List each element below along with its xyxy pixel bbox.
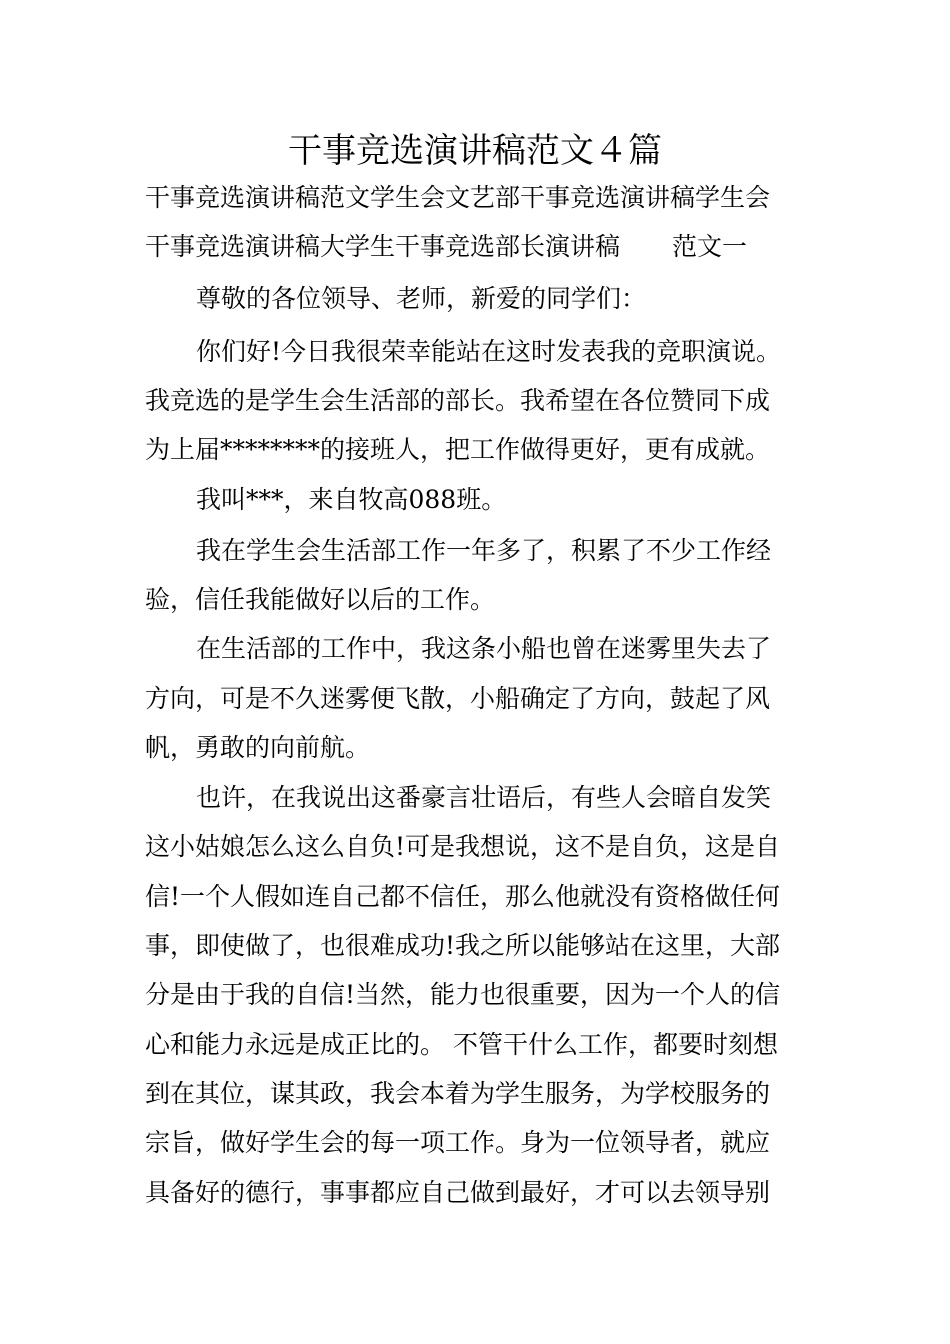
paragraph-line: 为上届********的接班人，把工作做得更好，更有成就。 — [145, 435, 771, 464]
paragraph-line: 验，信任我能做好以后的工作。 — [145, 585, 496, 614]
paragraph-line: 我叫***，来自牧高088班。 — [196, 485, 507, 514]
paragraph-line: 你们好!今日我很荣幸能站在这时发表我的竞职演说。 — [196, 337, 782, 366]
paragraph-line: 方向，可是不久迷雾便飞散，小船确定了方向，鼓起了风 — [145, 684, 771, 713]
paragraph-line: 宗旨，做好学生会的每一项工作。身为一位领导者，就应 — [145, 1128, 771, 1157]
section-label: 范文一 — [672, 232, 748, 261]
paragraph-line: 也许，在我说出这番豪言壮语后，有些人会暗自发笑 — [196, 783, 772, 812]
paragraph-line: 事，即使做了，也很难成功!我之所以能够站在这里，大部 — [145, 931, 781, 960]
paragraph-line: 帆，勇敢的向前航。 — [145, 733, 371, 762]
paragraph-line: 到在其位，谋其政，我会本着为学生服务，为学校服务的 — [145, 1079, 771, 1108]
paragraph-line: 分是由于我的自信!当然，能力也很重要，因为一个人的信 — [145, 980, 781, 1009]
paragraph-line: 我竞选的是学生会生活部的部长。我希望在各位赞同下成 — [145, 386, 771, 415]
salutation: 尊敬的各位领导、老师，新爱的同学们： — [196, 284, 647, 313]
text-line-group — [145, 229, 815, 265]
paragraph-line: 我在学生会生活部工作一年多了，积累了不少工作经 — [196, 536, 772, 565]
text-line: 干事竞选演讲稿大学生干事竞选部长演讲稿 — [145, 232, 621, 261]
document-title: 干事竞选演讲稿范文４篇 — [288, 131, 662, 171]
text-line: 干事竞选演讲稿范文学生会文艺部干事竞选演讲稿学生会 — [145, 183, 771, 212]
paragraph-line: 具备好的德行，事事都应自己做到最好，才可以去领导别 — [145, 1178, 771, 1207]
paragraph-line: 这小姑娘怎么这么自负!可是我想说，这不是自负，这是自 — [145, 832, 781, 861]
paragraph-line: 心和能力永远是成正比的。 不管干什么工作，都要时刻想 — [145, 1030, 778, 1059]
paragraph-line: 信!一个人假如连自己都不信任，那么他就没有资格做任何 — [145, 882, 781, 911]
paragraph-line: 在生活部的工作中，我这条小船也曾在迷雾里失去了 — [196, 634, 772, 663]
